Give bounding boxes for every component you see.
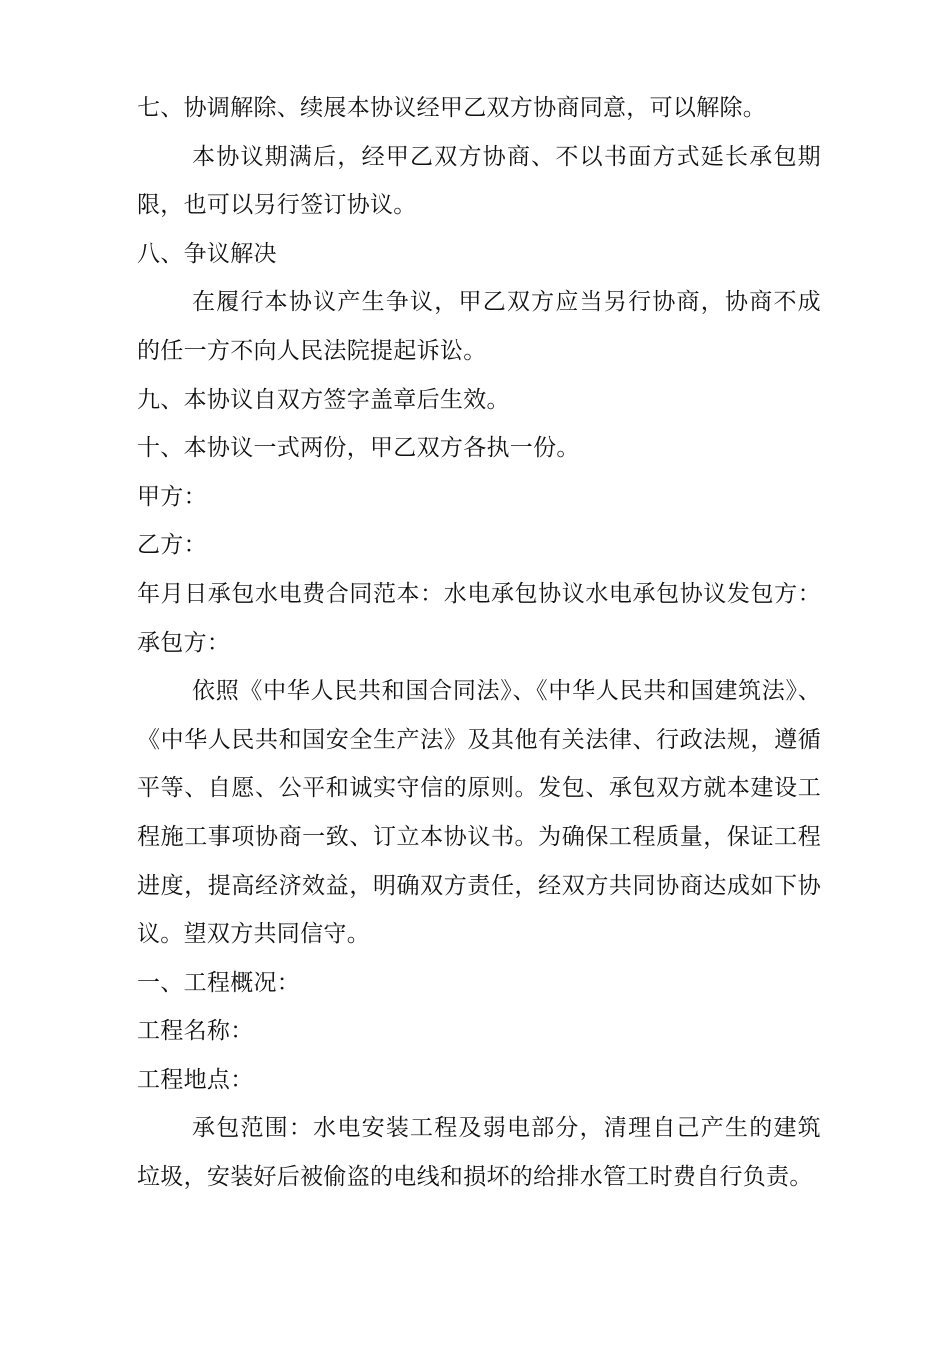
clause-nine: 九、本协议自双方签字盖章后生效。 bbox=[137, 386, 510, 413]
project-name-label: 工程名称： bbox=[137, 1018, 254, 1045]
clause-eight-heading: 八、争议解决 bbox=[137, 240, 277, 267]
clause-seven: 七、协调解除、续展本协议经甲乙双方协商同意，可以解除。 bbox=[137, 95, 767, 121]
contract-scope-paragraph: 承包范围：水电安装工程及弱电部分，清理自己产生的建筑垃圾，安装好后被偷盗的电线和损坏的给排水管工时费自行负责。 bbox=[137, 1115, 821, 1191]
section-one-heading: 一、工程概况： bbox=[137, 969, 301, 996]
contract-title-line: 年月日承包水电费合同范本：水电承包协议水电承包协议发包方：承包方： bbox=[137, 580, 821, 656]
clause-eight-body: 在履行本协议产生争议，甲乙双方应当另行协商，协商不成的任一方不向人民法院提起诉讼。 bbox=[137, 289, 821, 364]
project-location-label: 工程地点： bbox=[137, 1066, 254, 1093]
document-body bbox=[137, 84, 821, 1202]
clause-ten: 十、本协议一式两份，甲乙双方各执一份。 bbox=[137, 435, 580, 462]
party-a-label: 甲方： bbox=[137, 483, 207, 510]
party-b-label: 乙方： bbox=[137, 532, 207, 559]
clause-seven-extension: 本协议期满后，经甲乙双方协商、不以书面方式延长承包期限，也可以另行签订协议。 bbox=[137, 143, 821, 219]
preamble-paragraph: 依照《中华人民共和国合同法》、《中华人民共和国建筑法》、《中华人民共和国安全生产法》及其他有关法律、行政法规，遵循平等、自愿、公平和诚实守信的原则。发包、承包双方就本建设工程施工事项协商一致、订立本协议书。为确保工程质量，保证工程进度，提高经济效益，明确双方责任，经双方共同协商达成如下协议。望双方共同信守。 bbox=[137, 678, 821, 948]
